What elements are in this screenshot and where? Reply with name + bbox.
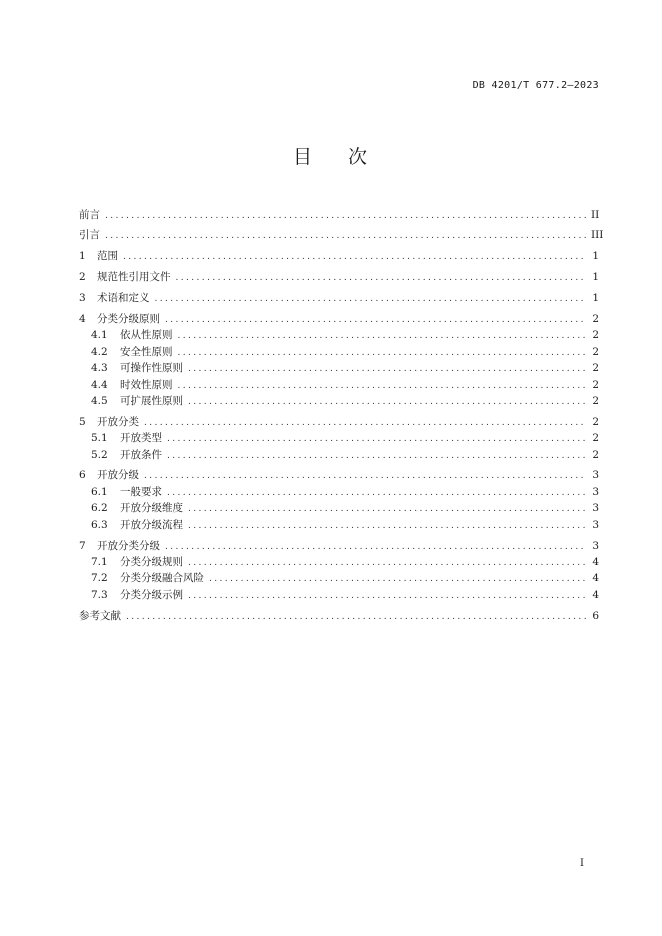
toc-leader [188,364,586,374]
toc-entry-label: 规范性引用文件 [97,271,171,284]
toc-entry-6-1[interactable] [79,484,599,500]
page-number: I [580,858,584,869]
toc-entry-number: 6.1 [91,485,108,498]
toc-entry-4-5[interactable] [79,393,599,409]
toc-entry-number: 7.2 [91,572,108,585]
toc-entry-page: 2 [592,394,599,407]
toc-entry-page: 2 [592,415,599,428]
toc-entry-label: 分类分级示例 [120,588,183,601]
toc-entry-6[interactable] [79,467,599,483]
toc-entry-4-4[interactable] [79,377,599,393]
toc-leader [188,397,586,407]
toc-entry-page: 3 [592,485,599,498]
toc-entry-label: 可扩展性原则 [120,394,183,407]
toc-entry-page: 2 [592,312,599,325]
toc-leader [165,542,586,552]
toc-entry-4-1[interactable] [79,327,599,343]
toc-leader [105,231,586,241]
toc-entry-number: 4.2 [91,345,108,358]
toc-title-part1: 目 [292,146,314,168]
toc-entry-1[interactable] [79,248,599,264]
toc-entry-foreword[interactable] [79,207,599,223]
toc-entry-page: 4 [592,588,599,601]
toc-entry-number: 1 [79,250,86,263]
toc-entry-label: 范围 [97,250,118,263]
toc-entry-label: 一般要求 [120,485,162,498]
toc-entry-label: 依从性原则 [120,329,173,342]
toc-entry-number: 6.2 [91,502,108,515]
toc-entry-6-3[interactable] [79,517,599,533]
toc-leader [167,434,586,444]
toc-entry-page: 2 [592,345,599,358]
toc-title-part2: 次 [348,146,370,168]
table-of-contents [79,202,604,624]
toc-entry-number: 4 [79,312,86,325]
toc-entry-number: 5.1 [91,432,108,445]
toc-entry-page: 3 [592,502,599,515]
toc-leader [144,418,586,428]
toc-entry-label: 开放分级流程 [120,518,183,531]
toc-entry-label: 参考文献 [79,609,121,622]
toc-entry-page: 4 [592,555,599,568]
toc-leader [167,451,586,461]
toc-entry-page: 1 [592,250,599,263]
toc-entry-page: 4 [592,572,599,585]
toc-leader [209,574,586,584]
document-code: DB 4201/T 677.2—2023 [472,80,599,91]
toc-entry-number: 7.1 [91,555,108,568]
toc-entry-page: II [591,208,600,221]
toc-entry-number: 2 [79,271,86,284]
toc-leader [188,521,586,531]
toc-leader [155,294,587,304]
toc-entry-7-2[interactable] [79,570,599,586]
toc-entry-introduction[interactable] [79,227,604,243]
toc-entry-page: III [591,229,604,242]
toc-entry-page: 2 [592,448,599,461]
toc-entry-number: 6 [79,469,86,482]
toc-entry-number: 5.2 [91,448,108,461]
toc-entry-label: 引言 [79,229,100,242]
toc-entry-number: 4.1 [91,329,108,342]
toc-entry-label: 分类分级原则 [97,312,160,325]
toc-entry-page: 2 [592,432,599,445]
toc-entry-references[interactable] [79,608,599,624]
toc-leader [165,315,586,325]
toc-entry-number: 4.4 [91,378,108,391]
toc-entry-number: 5 [79,415,86,428]
toc-entry-7[interactable] [79,538,599,554]
toc-entry-4-2[interactable] [79,344,599,360]
toc-leader [126,612,586,622]
toc-entry-label: 开放分类分级 [97,539,160,552]
toc-entry-4[interactable] [79,311,599,327]
toc-entry-page: 6 [592,609,599,622]
toc-entry-number: 7 [79,539,86,552]
toc-leader [105,211,586,221]
toc-entry-page: 3 [592,469,599,482]
toc-entry-5[interactable] [79,414,599,430]
toc-leader [178,331,587,341]
toc-entry-label: 开放分类 [97,415,139,428]
toc-entry-label: 开放分级维度 [120,502,183,515]
toc-entry-label: 可操作性原则 [120,362,183,375]
toc-leader [167,488,586,498]
toc-entry-3[interactable] [79,290,599,306]
toc-entry-number: 7.3 [91,588,108,601]
toc-entry-label: 术语和定义 [97,292,150,305]
toc-leader [188,591,586,601]
toc-entry-page: 2 [592,378,599,391]
toc-leader [178,348,587,358]
toc-leader [123,252,586,262]
toc-entry-page: 2 [592,329,599,342]
toc-entry-2[interactable] [79,269,599,285]
toc-entry-number: 4.5 [91,394,108,407]
toc-leader [188,558,586,568]
toc-entry-7-3[interactable] [79,587,599,603]
toc-entry-number: 4.3 [91,362,108,375]
toc-entry-number: 6.3 [91,518,108,531]
toc-leader [188,504,586,514]
toc-entry-label: 开放条件 [120,448,162,461]
toc-entry-5-1[interactable] [79,430,599,446]
toc-entry-label: 开放类型 [120,432,162,445]
toc-title [0,142,662,169]
toc-entry-page: 2 [592,362,599,375]
toc-entry-label: 安全性原则 [120,345,173,358]
toc-entry-6-2[interactable] [79,500,599,516]
toc-entry-5-2[interactable] [79,447,599,463]
toc-entry-page: 3 [592,518,599,531]
toc-entry-page: 1 [592,292,599,305]
toc-leader [178,381,587,391]
toc-entry-label: 开放分级 [97,469,139,482]
toc-entry-label: 前言 [79,208,100,221]
toc-entry-label: 时效性原则 [120,378,173,391]
toc-entry-label: 分类分级规则 [120,555,183,568]
toc-entry-page: 1 [592,271,599,284]
toc-entry-label: 分类分级融合风险 [120,572,204,585]
toc-leader [176,273,587,283]
toc-entry-page: 3 [592,539,599,552]
toc-leader [144,471,586,481]
toc-entry-number: 3 [79,292,86,305]
toc-entry-7-1[interactable] [79,554,599,570]
toc-entry-4-3[interactable] [79,360,599,376]
